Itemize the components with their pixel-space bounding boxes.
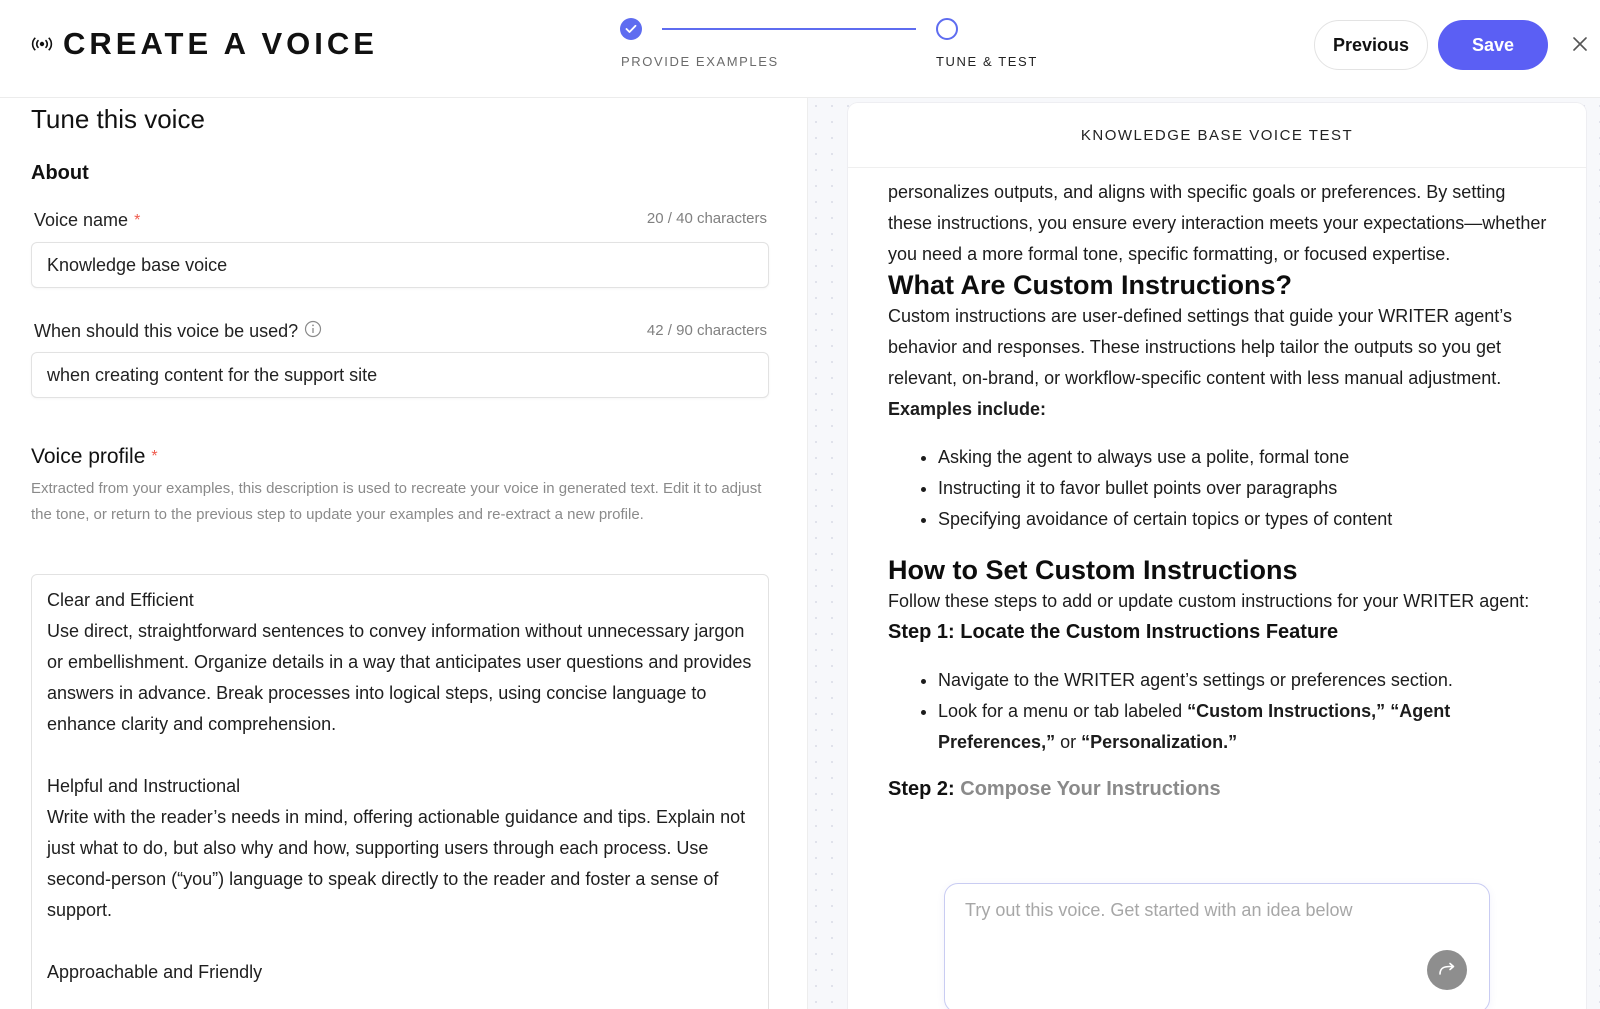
check-icon [620,18,642,40]
brand [31,26,378,62]
profile-section [47,771,753,926]
step2-heading [888,774,1548,805]
voice-name-label-text: Voice name [34,210,129,230]
heading-what: What Are Custom Instructions? [888,270,1293,300]
step2-rest: Compose Your Instructions [954,778,1221,800]
test-panel-title: KNOWLEDGE BASE VOICE TEST [848,103,1586,168]
info-icon[interactable] [304,320,322,343]
heading-how: How to Set Custom Instructions [888,555,1298,585]
previous-button[interactable]: Previous [1314,20,1428,70]
step1-heading: Step 1: Locate the Custom Instructions Feature [888,621,1339,643]
section-title: Tune this voice [31,104,205,134]
close-icon[interactable] [1568,32,1592,56]
tune-panel [0,98,808,1009]
voice-profile-description: Extracted from your examples, this description is used to recreate your voice in generated text. Edit it to adjust the tone, or return to the previous step to update your examples and re-extract a new profile. [31,480,762,523]
bold-term: “Custom Instructions,” [1187,701,1386,721]
voice-name-label [34,210,140,231]
chat-box[interactable] [944,883,1490,1009]
list-item [938,696,1548,758]
step2-prefix: Step 2: [888,778,955,800]
broadcast-icon [31,33,53,55]
profile-section-title: Helpful and Instructional [47,776,241,796]
step-label: PROVIDE EXAMPLES [621,54,779,69]
test-panel [808,98,1600,1009]
list-item: • Instructing it to favor bullet points over paragraphs [938,473,1548,504]
stepper [620,18,1040,78]
list-item: • Specifying avoidance of certain topics or types of content [938,504,1548,535]
list-item: • Asking the agent to always use a polite, formal tone [938,442,1548,473]
list-item-text: Look for a menu or tab labeled [938,701,1188,721]
send-button[interactable] [1427,950,1467,990]
step-label: TUNE & TEST [936,54,1038,69]
usage-label [34,320,322,343]
list-item: • Navigate to the WRITER agent’s settings or preferences section. [938,665,1548,696]
voice-profile-heading [31,445,158,469]
usage-input[interactable]: when creating content for the support site [31,352,769,398]
voice-profile-textarea[interactable] [31,574,769,1009]
examples-list [888,442,1548,535]
step-tune-test[interactable] [936,18,1038,69]
bold-term: “Agent Preferences,” [938,701,1451,752]
voice-name-counter: 20 / 40 characters [646,210,767,227]
voice-name-input[interactable]: Knowledge base voice [31,242,769,288]
chat-input[interactable] [965,900,1445,921]
how-paragraph: Follow these steps to add or update custom instructions for your WRITER agent: [888,591,1530,611]
top-bar [0,0,1600,98]
required-marker: * [134,211,141,229]
profile-section [47,957,753,988]
step1-list [888,665,1548,758]
voice-test-document [848,103,1586,1009]
examples-title: Examples include: [888,399,1047,419]
save-button[interactable]: Save [1438,20,1548,70]
send-icon [1438,962,1456,979]
voice-profile-heading-text: Voice profile [31,445,146,468]
intro-paragraph: personalizes outputs, and aligns with specific goals or preferences. By setting these instructions, you ensure every interaction meets your expectations—whether you need a more formal tone, specific formatting, or focused expertise. [888,182,1547,264]
required-marker: * [151,448,158,465]
bold-term: “Personalization.” [1081,732,1238,752]
profile-section-body: Use direct, straightforward sentences to convey information without unnecessary jargon or embellishment. Organize details in a way that anticipates user questions and provides answers in advance. Break processes into logical steps, using concise language to enhance clarity and comprehension. [47,621,752,734]
profile-section-title: Approachable and Friendly [47,962,263,982]
what-paragraph: Custom instructions are user-defined settings that guide your WRITER agent’s behavior and responses. These instructions help tailor the outputs so you get relevant, on-brand, or workflow-specific content with less manual adjustment. [888,306,1512,388]
profile-section-body: Write with the reader’s needs in mind, offering actionable guidance and tips. Explain not just what to do, but also why and how, supporting users through each process. Use second-person (“you”) language to speak directly to the reader and foster a sense of support. [47,807,746,920]
list-item-text: or [1055,732,1082,752]
usage-label-text: When should this voice be used? [34,321,299,341]
usage-counter: 42 / 90 characters [646,322,767,339]
profile-section-title: Clear and Efficient [47,590,194,610]
profile-section [47,585,753,740]
about-heading: About [31,162,89,184]
page-title: CREATE A VOICE [63,26,378,61]
current-step-icon [936,18,958,40]
step-provide-examples[interactable] [620,18,779,69]
